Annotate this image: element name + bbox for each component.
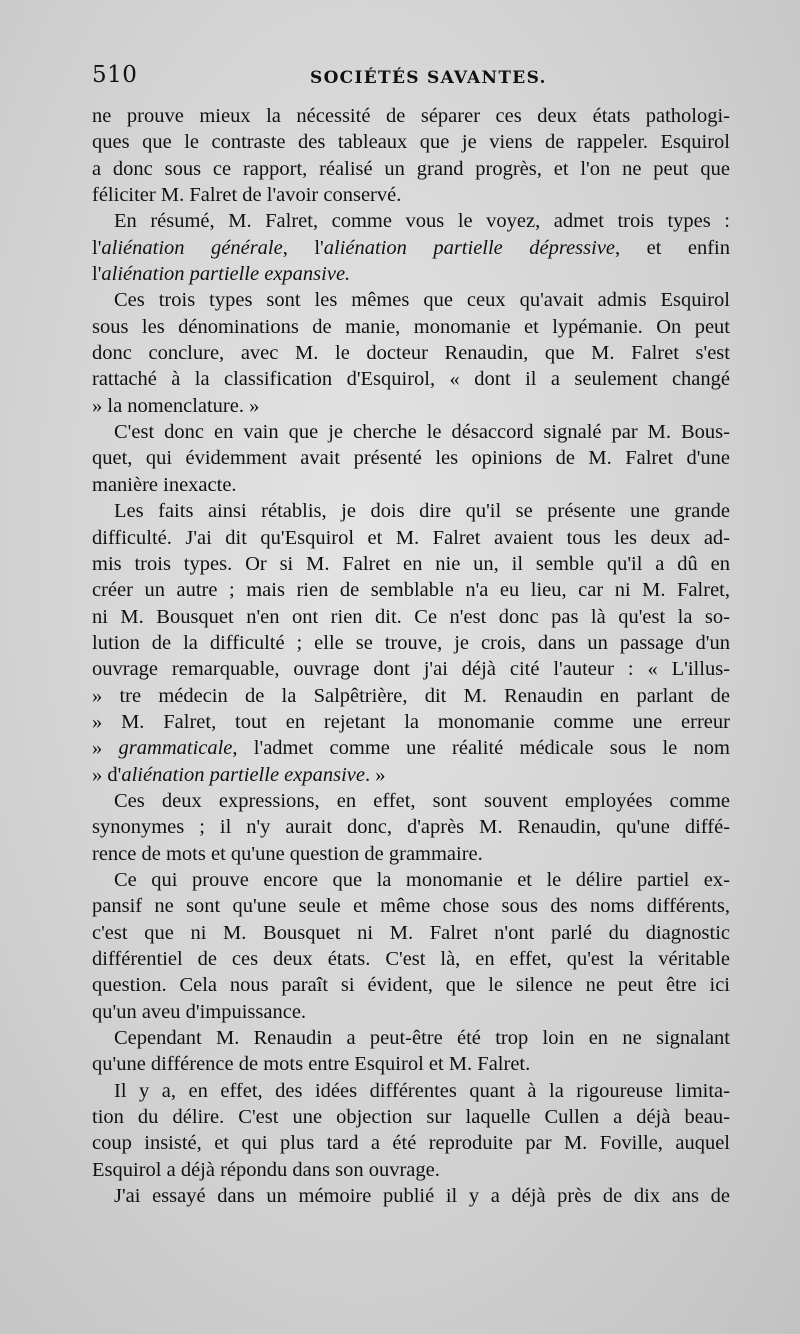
italic-span: aliénation générale: [101, 236, 283, 259]
text-span: l': [92, 263, 102, 286]
text-line: En résumé, M. Falret, comme vous le voyez, admet trois types :: [114, 210, 730, 233]
text-line: Ces deux expressions, en effet, sont souvent employées comme: [114, 789, 730, 812]
text-span: , l'admet comme une réalité médicale sous le nom: [232, 737, 731, 760]
page-number: 510: [92, 62, 138, 88]
text-line: qu'un aveu d'impuissance.: [92, 1000, 307, 1023]
text-line: [92, 261, 730, 287]
text-line: Les faits ainsi rétablis, je dois dire qu'il se présente une grande: [114, 500, 730, 523]
text-span: »: [92, 737, 119, 760]
text-line: Cependant M. Renaudin a peut-être été trop loin en ne signalant: [114, 1027, 730, 1050]
text-line: J'ai essayé dans un mémoire publié il y a déjà près de dix ans de: [114, 1185, 730, 1208]
text-line: a donc sous ce rapport, réalisé un grand progrès, et l'on ne peut que: [92, 157, 730, 180]
italic-span: aliénation partielle dépressive: [323, 236, 616, 259]
text-line: ouvrage remarquable, ouvrage dont j'ai déjà cité l'auteur : « L'illus-: [92, 658, 730, 681]
text-line: [92, 235, 730, 261]
text-line: pansif ne sont qu'une seule et même chose sous des noms différents,: [92, 895, 730, 918]
text-span: , l': [282, 236, 324, 259]
text-line: qu'une différence de mots entre Esquirol et M. Falret.: [92, 1053, 531, 1076]
text-line: rence de mots et qu'une question de grammaire.: [92, 842, 483, 865]
italic-span: aliénation partielle expansive: [121, 763, 365, 786]
text-line: » la nomenclature. »: [92, 394, 260, 417]
text-line: difficulté. J'ai dit qu'Esquirol et M. Falret avaient tous les deux ad-: [92, 526, 730, 549]
text-line: féliciter M. Falret de l'avoir conservé.: [92, 184, 402, 207]
text-line: mis trois types. Or si M. Falret en nie un, il semble qu'il a dû en: [92, 552, 730, 575]
text-line: Ce qui prouve encore que la monomanie et le délire partiel ex-: [114, 868, 730, 891]
text-span: l': [92, 236, 102, 259]
page-header: [92, 62, 732, 96]
text-line: différentiel de ces deux états. C'est là, en effet, qu'est la véritable: [92, 948, 730, 970]
text-line: Ces trois types sont les mêmes que ceux qu'avait admis Esquirol: [114, 289, 730, 312]
text-line: Esquirol a déjà répondu dans son ouvrage.: [92, 1158, 440, 1181]
text-line: Il y a, en effet, des idées différentes quant à la rigoureuse limita-: [114, 1079, 730, 1102]
text-line: créer un autre ; mais rien de semblable n'a eu lieu, car ni M. Falret,: [92, 579, 730, 602]
text-line: donc conclure, avec M. le docteur Renaudin, que M. Falret s'est: [92, 342, 730, 365]
text-line: [92, 735, 730, 761]
text-span: , et enfin: [615, 236, 730, 259]
text-line: ne prouve mieux la nécessité de séparer ces deux états pathologi-: [92, 105, 730, 127]
text-line: sous les dénominations de manie, monomanie et lypémanie. On peut: [92, 315, 730, 338]
text-line: synonymes ; il n'y aurait donc, d'après M. Renaudin, qu'une diffé-: [92, 816, 730, 839]
text-span: . »: [365, 763, 386, 786]
text-line: » M. Falret, tout en rejetant la monomanie comme une erreur: [92, 710, 730, 733]
text-line: ques que le contraste des tableaux que je viens de rappeler. Esquirol: [92, 131, 730, 154]
running-head: SOCIÉTÉS SAVANTES.: [310, 68, 547, 88]
text-line: C'est donc en vain que je cherche le désaccord signalé par M. Bous-: [114, 421, 730, 444]
text-line: ni M. Bousquet n'en ont rien dit. Ce n'est donc pas là qu'est la so-: [92, 605, 730, 628]
text-line: tion du délire. C'est une objection sur laquelle Cullen a déjà beau-: [92, 1106, 730, 1129]
text-line: coup insisté, et qui plus tard a été reproduite par M. Foville, auquel: [92, 1132, 730, 1155]
text-line: manière inexacte.: [92, 473, 237, 496]
text-line: rattaché à la classification d'Esquirol, « dont il a seulement changé: [92, 368, 730, 391]
text-line: question. Cela nous paraît si évident, que le silence ne peut être ici: [92, 974, 730, 997]
body-text: [92, 103, 730, 1209]
text-line: quet, qui évidemment avait présenté les opinions de M. Falret d'une: [92, 447, 730, 470]
text-line: [92, 762, 730, 788]
text-line: lution de la difficulté ; elle se trouve, je crois, dans un passage d'un: [92, 631, 730, 654]
italic-span: aliénation partielle expansive.: [101, 263, 351, 286]
text-line: c'est que ni M. Bousquet ni M. Falret n'ont parlé du diagnostic: [92, 921, 730, 944]
italic-span: grammaticale: [118, 737, 233, 760]
text-span: » d': [92, 763, 122, 786]
text-line: » tre médecin de la Salpêtrière, dit M. Renaudin en parlant de: [92, 684, 730, 707]
